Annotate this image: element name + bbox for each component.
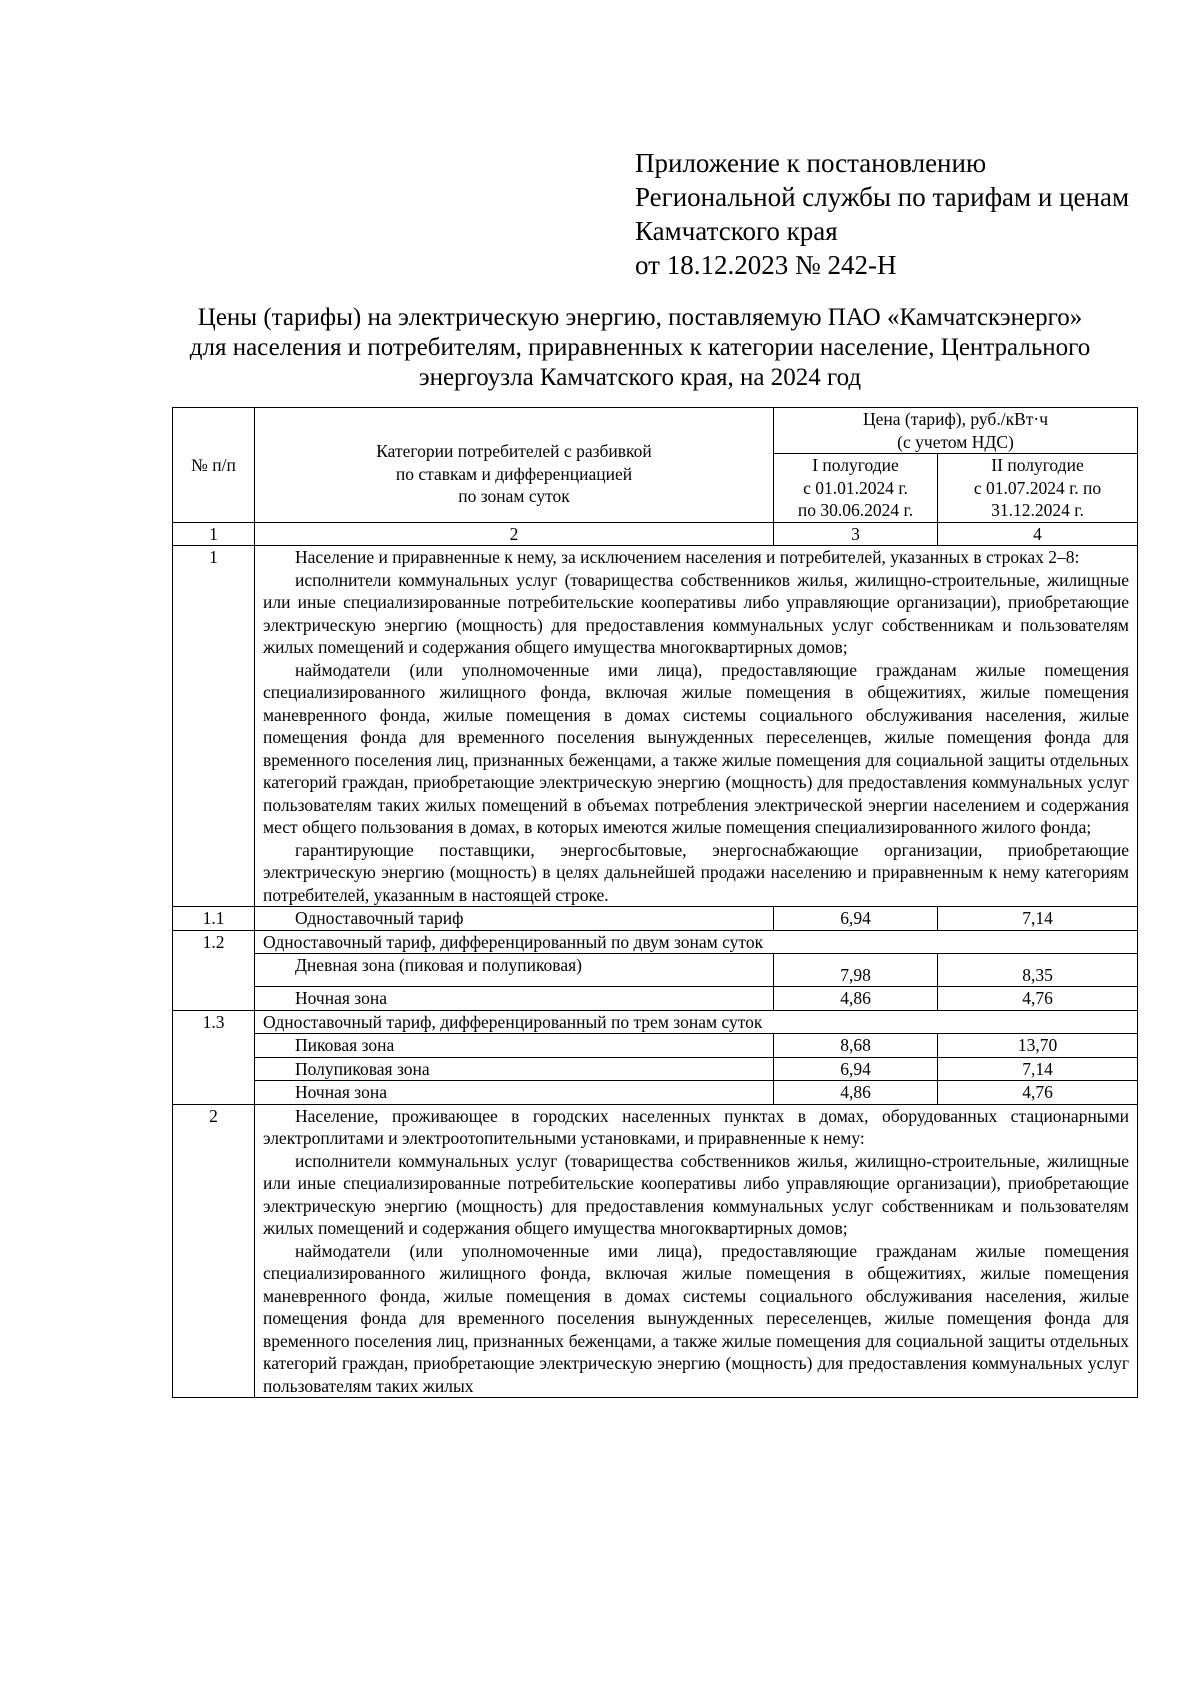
header-price: Цена (тариф), руб./кВт·ч (с учетом НДС) — [774, 408, 1138, 454]
appendix-line: Камчатского края — [635, 216, 838, 246]
row-num: 2 — [173, 1104, 255, 1398]
title-line: для населения и потребителям, приравненных к категории население, Центрального — [189, 334, 1091, 361]
zone-label: Пиковая зона — [255, 1034, 774, 1058]
table-row — [173, 954, 1138, 987]
table-row — [173, 987, 1138, 1011]
price-h2: 13,70 — [938, 1034, 1138, 1058]
table-row — [173, 1010, 1138, 1034]
header-half2: II полугодие с 01.07.2024 г. по 31.12.2024 г. — [938, 454, 1138, 523]
category-description: Население и приравненные к нему, за исключением населения и потребителей, указанных в строках 2–8: исполнители коммунальных услуг (товарищества собственников жилья, жилищно-строительные, жилищные или иные специализированные потребительские кооперативы либо управляющие организации), приобретающие электрическую энергию (мощность) для предоставления коммунальных услуг собственникам и пользователям жилых помещений и содержания общего имущества многоквартирных домов; наймодатели (или уполномоченные ими лица), предоставляющие гражданам жилые помещения специализированного жилищного фонда, включая жилые помещения в общежитиях, жилые помещения маневренного фонда, жилые помещения в домах системы социального обслуживания населения, жилые помещения фонда для временного поселения вынужденных переселенцев, жилые помещения фонда для временного поселения лиц, признанных беженцами, а также жилые помещения для социальной защиты отдельных категорий граждан, приобретающие электрическую энергию (мощность) для предоставления коммунальных услуг пользователям таких жилых помещений в объемах потребления электрической энергии населением и содержания мест общего пользования в домах, в которых имеются жилые помещения специализированного жилого фонда; гарантирующие поставщики, энергосбытовые, энергоснабжающие организации, приобретающие электрическую энергию (мощность) в целях дальнейшей продажи населению и приравненным к нему категориям потребителей, указанным в настоящей строке. — [255, 546, 1138, 907]
tariff-table — [172, 407, 1138, 1398]
header-half1: I полугодие с 01.01.2024 г. по 30.06.2024 г. — [774, 454, 938, 523]
tariff-label: Одноставочный тариф, дифференцированный по трем зонам суток — [255, 1010, 1138, 1034]
table-row — [173, 1081, 1138, 1105]
zone-label: Ночная зона — [255, 1081, 774, 1105]
document-title — [150, 303, 1130, 393]
header-category: Категории потребителей с разбивкой по ставкам и дифференциацией по зонам суток — [255, 408, 774, 523]
category-description: Население, проживающее в городских населенных пунктах в домах, оборудованных стационарными электроплитами и электроотопительными установками, и приравненные к нему: исполнители коммунальных услуг (товарищества собственников жилья, жилищно-строительные, жилищные или иные специализированные потребительские кооперативы либо управляющие организации), приобретающие электрическую энергию (мощность) для предоставления коммунальных услуг собственникам и пользователям жилых помещений и содержания общего имущества многоквартирных домов; наймодатели (или уполномоченные ими лица), предоставляющие гражданам жилые помещения специализированного жилищного фонда, включая жилые помещения в общежитиях, жилые помещения маневренного фонда, жилые помещения в домах системы социального обслуживания населения, жилые помещения фонда для временного поселения вынужденных переселенцев, жилые помещения фонда для временного поселения лиц, признанных беженцами, а также жилые помещения для социальной защиты отдельных категорий граждан, приобретающие электрическую энергию (мощность) для предоставления коммунальных услуг пользователям таких жилых — [255, 1104, 1138, 1398]
price-h2: 7,14 — [938, 907, 1138, 931]
zone-label: Дневная зона (пиковая и полупиковая) — [255, 954, 774, 987]
title-line: энергоузла Камчатского края, на 2024 год — [418, 364, 862, 391]
column-index-row: 1 2 3 4 — [173, 522, 1138, 546]
appendix-header — [635, 146, 1129, 282]
table-row — [173, 1057, 1138, 1081]
row-num: 1 — [173, 546, 255, 907]
table-row — [173, 1104, 1138, 1398]
table-header-row — [173, 408, 1138, 454]
title-line: Цены (тарифы) на электрическую энергию, поставляемую ПАО «Камчатскэнерго» — [197, 304, 1083, 331]
tariff-label: Одноставочный тариф, дифференцированный по двум зонам суток — [255, 930, 1138, 954]
appendix-line: от 18.12.2023 № 242-Н — [635, 250, 897, 280]
table-row — [173, 546, 1138, 907]
zone-label: Полупиковая зона — [255, 1057, 774, 1081]
price-h2: 7,14 — [938, 1057, 1138, 1081]
price-h1: 4,86 — [774, 1081, 938, 1105]
row-num: 1.1 — [173, 907, 255, 931]
price-h1: 8,68 — [774, 1034, 938, 1058]
row-num: 1.2 — [173, 930, 255, 1010]
row-num: 1.3 — [173, 1010, 255, 1104]
price-h2: 4,76 — [938, 987, 1138, 1011]
price-h1: 7,98 — [774, 954, 938, 987]
price-h1: 6,94 — [774, 907, 938, 931]
price-h1: 4,86 — [774, 987, 938, 1011]
zone-label: Ночная зона — [255, 987, 774, 1011]
price-h2: 8,35 — [938, 954, 1138, 987]
tariff-label: Одноставочный тариф — [255, 907, 774, 931]
header-num: № п/п — [173, 408, 255, 523]
table-row — [173, 1034, 1138, 1058]
price-h1: 6,94 — [774, 1057, 938, 1081]
appendix-line: Региональной службы по тарифам и ценам — [635, 182, 1130, 212]
table-row — [173, 930, 1138, 954]
appendix-line: Приложение к постановлению — [635, 148, 987, 178]
table-row — [173, 907, 1138, 931]
price-h2: 4,76 — [938, 1081, 1138, 1105]
